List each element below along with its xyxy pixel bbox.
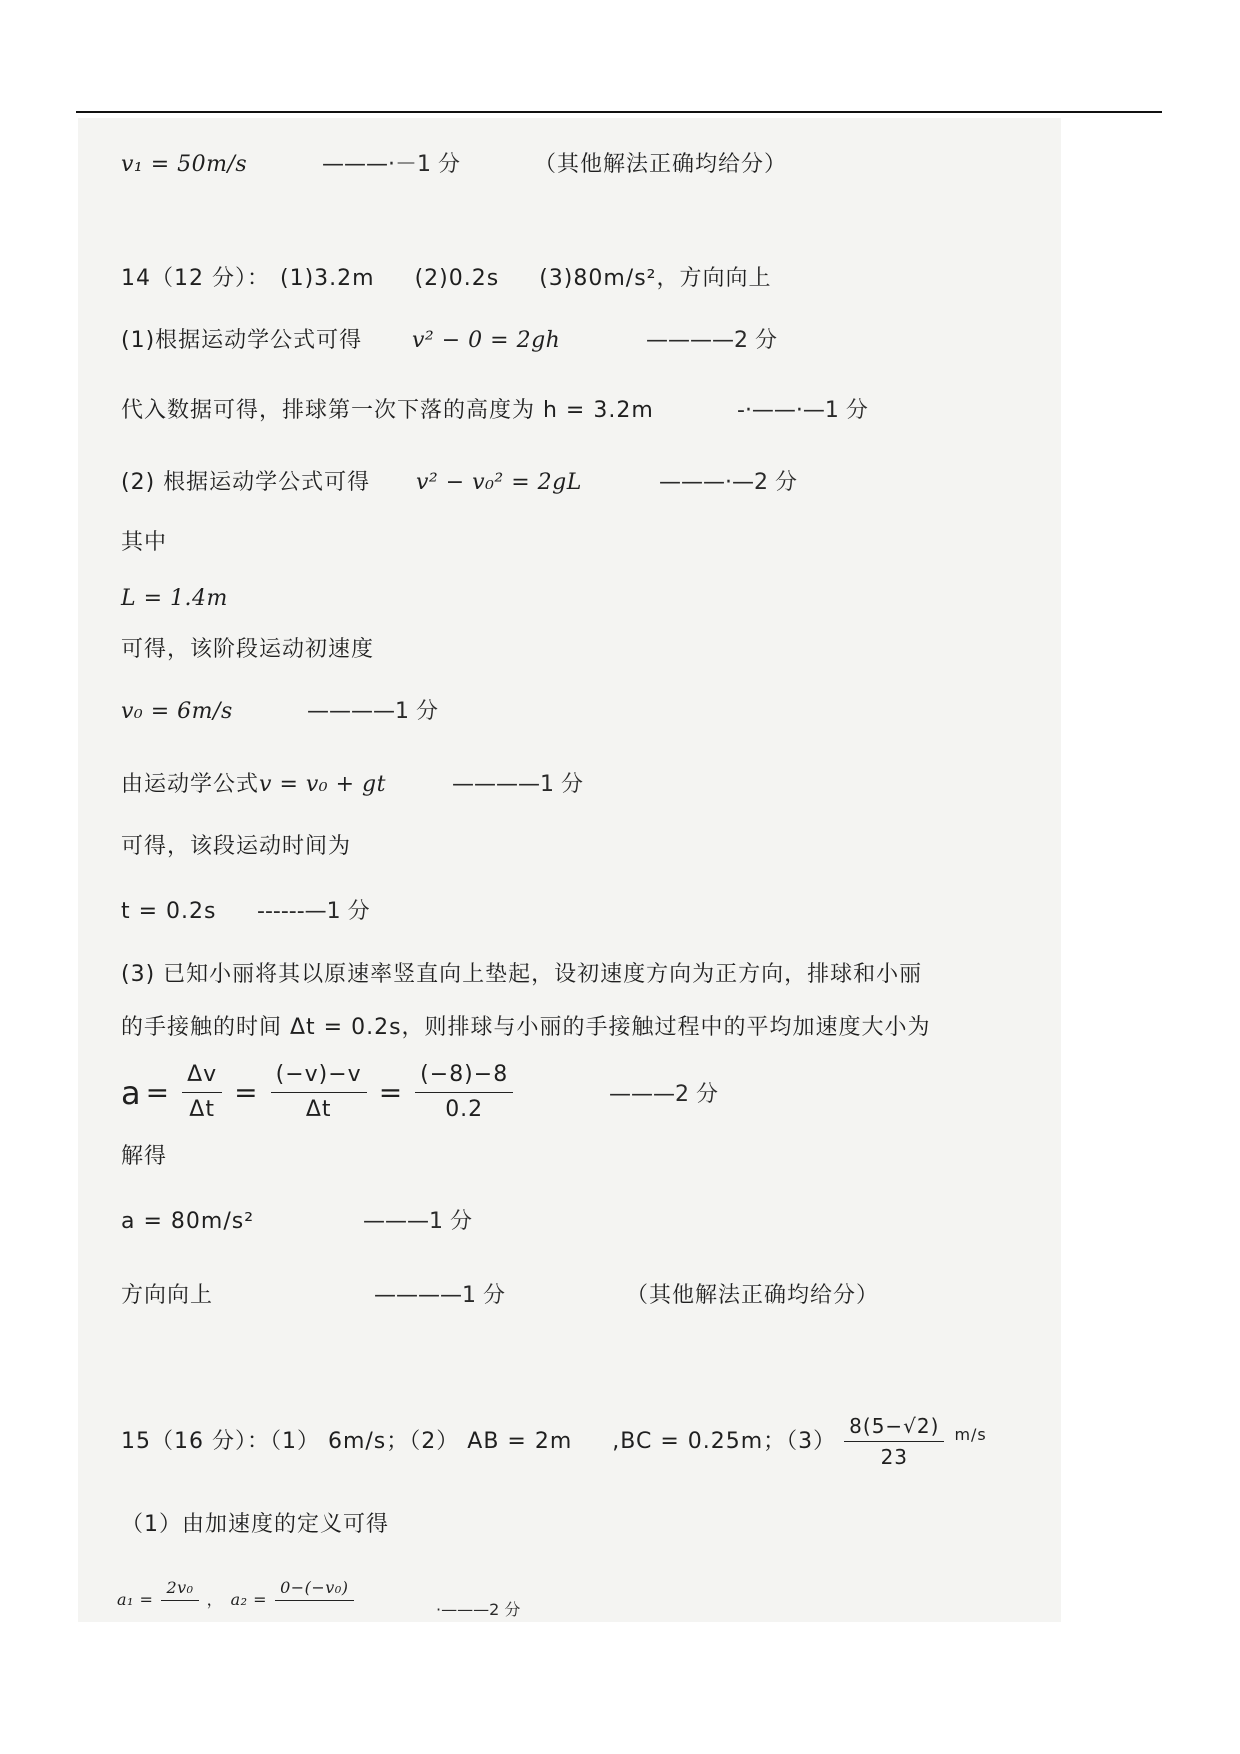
fraction-numerator: 0−(−v₀) bbox=[275, 1578, 353, 1601]
q14-p2-text: (2) 根据运动学公式可得 bbox=[121, 470, 371, 495]
q14-p3-acceleration-score: ———1 分 bbox=[363, 1209, 472, 1234]
q14-p3-equation-score: ———2 分 bbox=[609, 1082, 718, 1107]
q14-header: 14（12 分）： bbox=[121, 266, 270, 291]
q15-header-row bbox=[121, 1413, 987, 1470]
q14-p2-v0-intro: 可得，该阶段运动初速度 bbox=[121, 637, 375, 662]
q14-header-row bbox=[121, 264, 772, 294]
q14-p2-kinematics-row bbox=[121, 770, 386, 800]
separator: ， bbox=[206, 1589, 223, 1609]
fraction-denominator: 0.2 bbox=[445, 1097, 484, 1122]
q14-p3-line-2: 的手接触的时间 Δt = 0.2s，则排球与小丽的手接触过程中的平均加速度大小为 bbox=[121, 1015, 931, 1040]
q14-p2-length: L = 1.4m bbox=[121, 586, 228, 611]
q15-answer-3-unit: m/s bbox=[954, 1425, 987, 1444]
equals-sign: = bbox=[234, 1075, 259, 1109]
q14-p1-result: 代入数据可得，排球第一次下落的高度为 h = 3.2m bbox=[121, 398, 654, 423]
a2-lhs: a₂ = bbox=[230, 1589, 268, 1609]
fraction-symbolic bbox=[271, 1060, 367, 1125]
q14-p1-formula: v² − 0 = 2gh bbox=[412, 328, 561, 353]
q14-p2-formula: v² − v₀² = 2gL bbox=[416, 470, 582, 495]
q14-p2-kinematics-score: ————1 分 bbox=[452, 772, 583, 797]
fraction-numerator: 2v₀ bbox=[161, 1578, 198, 1601]
q14-p2-score: ———·—2 分 bbox=[659, 470, 797, 495]
q15-answer-3-fraction bbox=[844, 1413, 944, 1470]
q14-p1-result-score: -·——·—1 分 bbox=[737, 398, 868, 423]
q14-p2-t-score: ------—1 分 bbox=[257, 899, 370, 924]
q14-direction: ，方向向上 bbox=[656, 266, 772, 291]
prev-answer-v1: v₁ = 50m/s bbox=[121, 152, 248, 177]
q14-p2-where: 其中 bbox=[121, 530, 168, 555]
q15-bc: ,BC = 0.25m；（3） bbox=[612, 1428, 837, 1454]
fraction-numerator: (−v)−v bbox=[271, 1060, 367, 1093]
fraction-denominator: Δt bbox=[305, 1097, 332, 1122]
equation-lhs: a bbox=[121, 1073, 142, 1112]
q14-answer-2: (2)0.2s bbox=[414, 266, 500, 291]
q14-p3-solve: 解得 bbox=[121, 1144, 168, 1169]
q14-answer-3: (3)80m/s² bbox=[539, 266, 657, 291]
q14-p3-acceleration: a = 80m/s² bbox=[121, 1209, 255, 1234]
q15-header: 15（16 分）：（1） 6m/s；（2） AB = 2m bbox=[121, 1428, 573, 1454]
q15-p1-text: （1）由加速度的定义可得 bbox=[121, 1512, 389, 1537]
fraction-denominator: 23 bbox=[880, 1445, 909, 1469]
a1-lhs: a₁ = bbox=[117, 1589, 154, 1609]
fraction-delta-v-over-delta-t bbox=[182, 1060, 222, 1125]
a2-fraction bbox=[275, 1578, 353, 1621]
q14-note: （其他解法正确均给分） bbox=[626, 1283, 880, 1308]
q14-p3-equation bbox=[121, 1060, 521, 1125]
equals-sign: = bbox=[145, 1075, 171, 1109]
fraction-numerator: (−8)−8 bbox=[415, 1060, 513, 1093]
q15-p1-score: ·———2 分 bbox=[436, 1600, 521, 1619]
fraction-denominator: Δt bbox=[189, 1097, 215, 1122]
q14-p2-t-intro: 可得，该段运动时间为 bbox=[121, 834, 352, 859]
q14-p2-kinematics-formula: v = v₀ + gt bbox=[259, 772, 386, 797]
q14-p3-line-1: (3) 已知小丽将其以原速率竖直向上垫起，设初速度方向为正方向，排球和小丽 bbox=[121, 962, 923, 987]
q14-p1-text: (1)根据运动学公式可得 bbox=[121, 328, 363, 353]
q14-p1-score: ————2 分 bbox=[646, 328, 777, 353]
fraction-numeric bbox=[415, 1060, 513, 1125]
q14-answer-1: (1)3.2m bbox=[279, 266, 375, 291]
fraction-numerator: 8(5−√2) bbox=[844, 1413, 944, 1442]
q14-p2-kinematics-text: 由运动学公式 bbox=[121, 772, 260, 797]
fraction-numerator: Δv bbox=[182, 1060, 222, 1093]
q14-p2-v0: v₀ = 6m/s bbox=[121, 699, 233, 724]
prev-note: （其他解法正确均给分） bbox=[534, 152, 788, 177]
q14-p3-direction-score: ————1 分 bbox=[374, 1283, 505, 1308]
q14-p3-direction: 方向向上 bbox=[121, 1283, 214, 1308]
prev-score: ———·－1 分 bbox=[322, 152, 460, 177]
a1-fraction bbox=[161, 1578, 198, 1621]
q14-p2-t: t = 0.2s bbox=[121, 899, 217, 924]
q14-p2-v0-score: ————1 分 bbox=[307, 699, 438, 724]
q15-p1-formula-row bbox=[117, 1578, 362, 1621]
equals-sign: = bbox=[378, 1075, 404, 1109]
